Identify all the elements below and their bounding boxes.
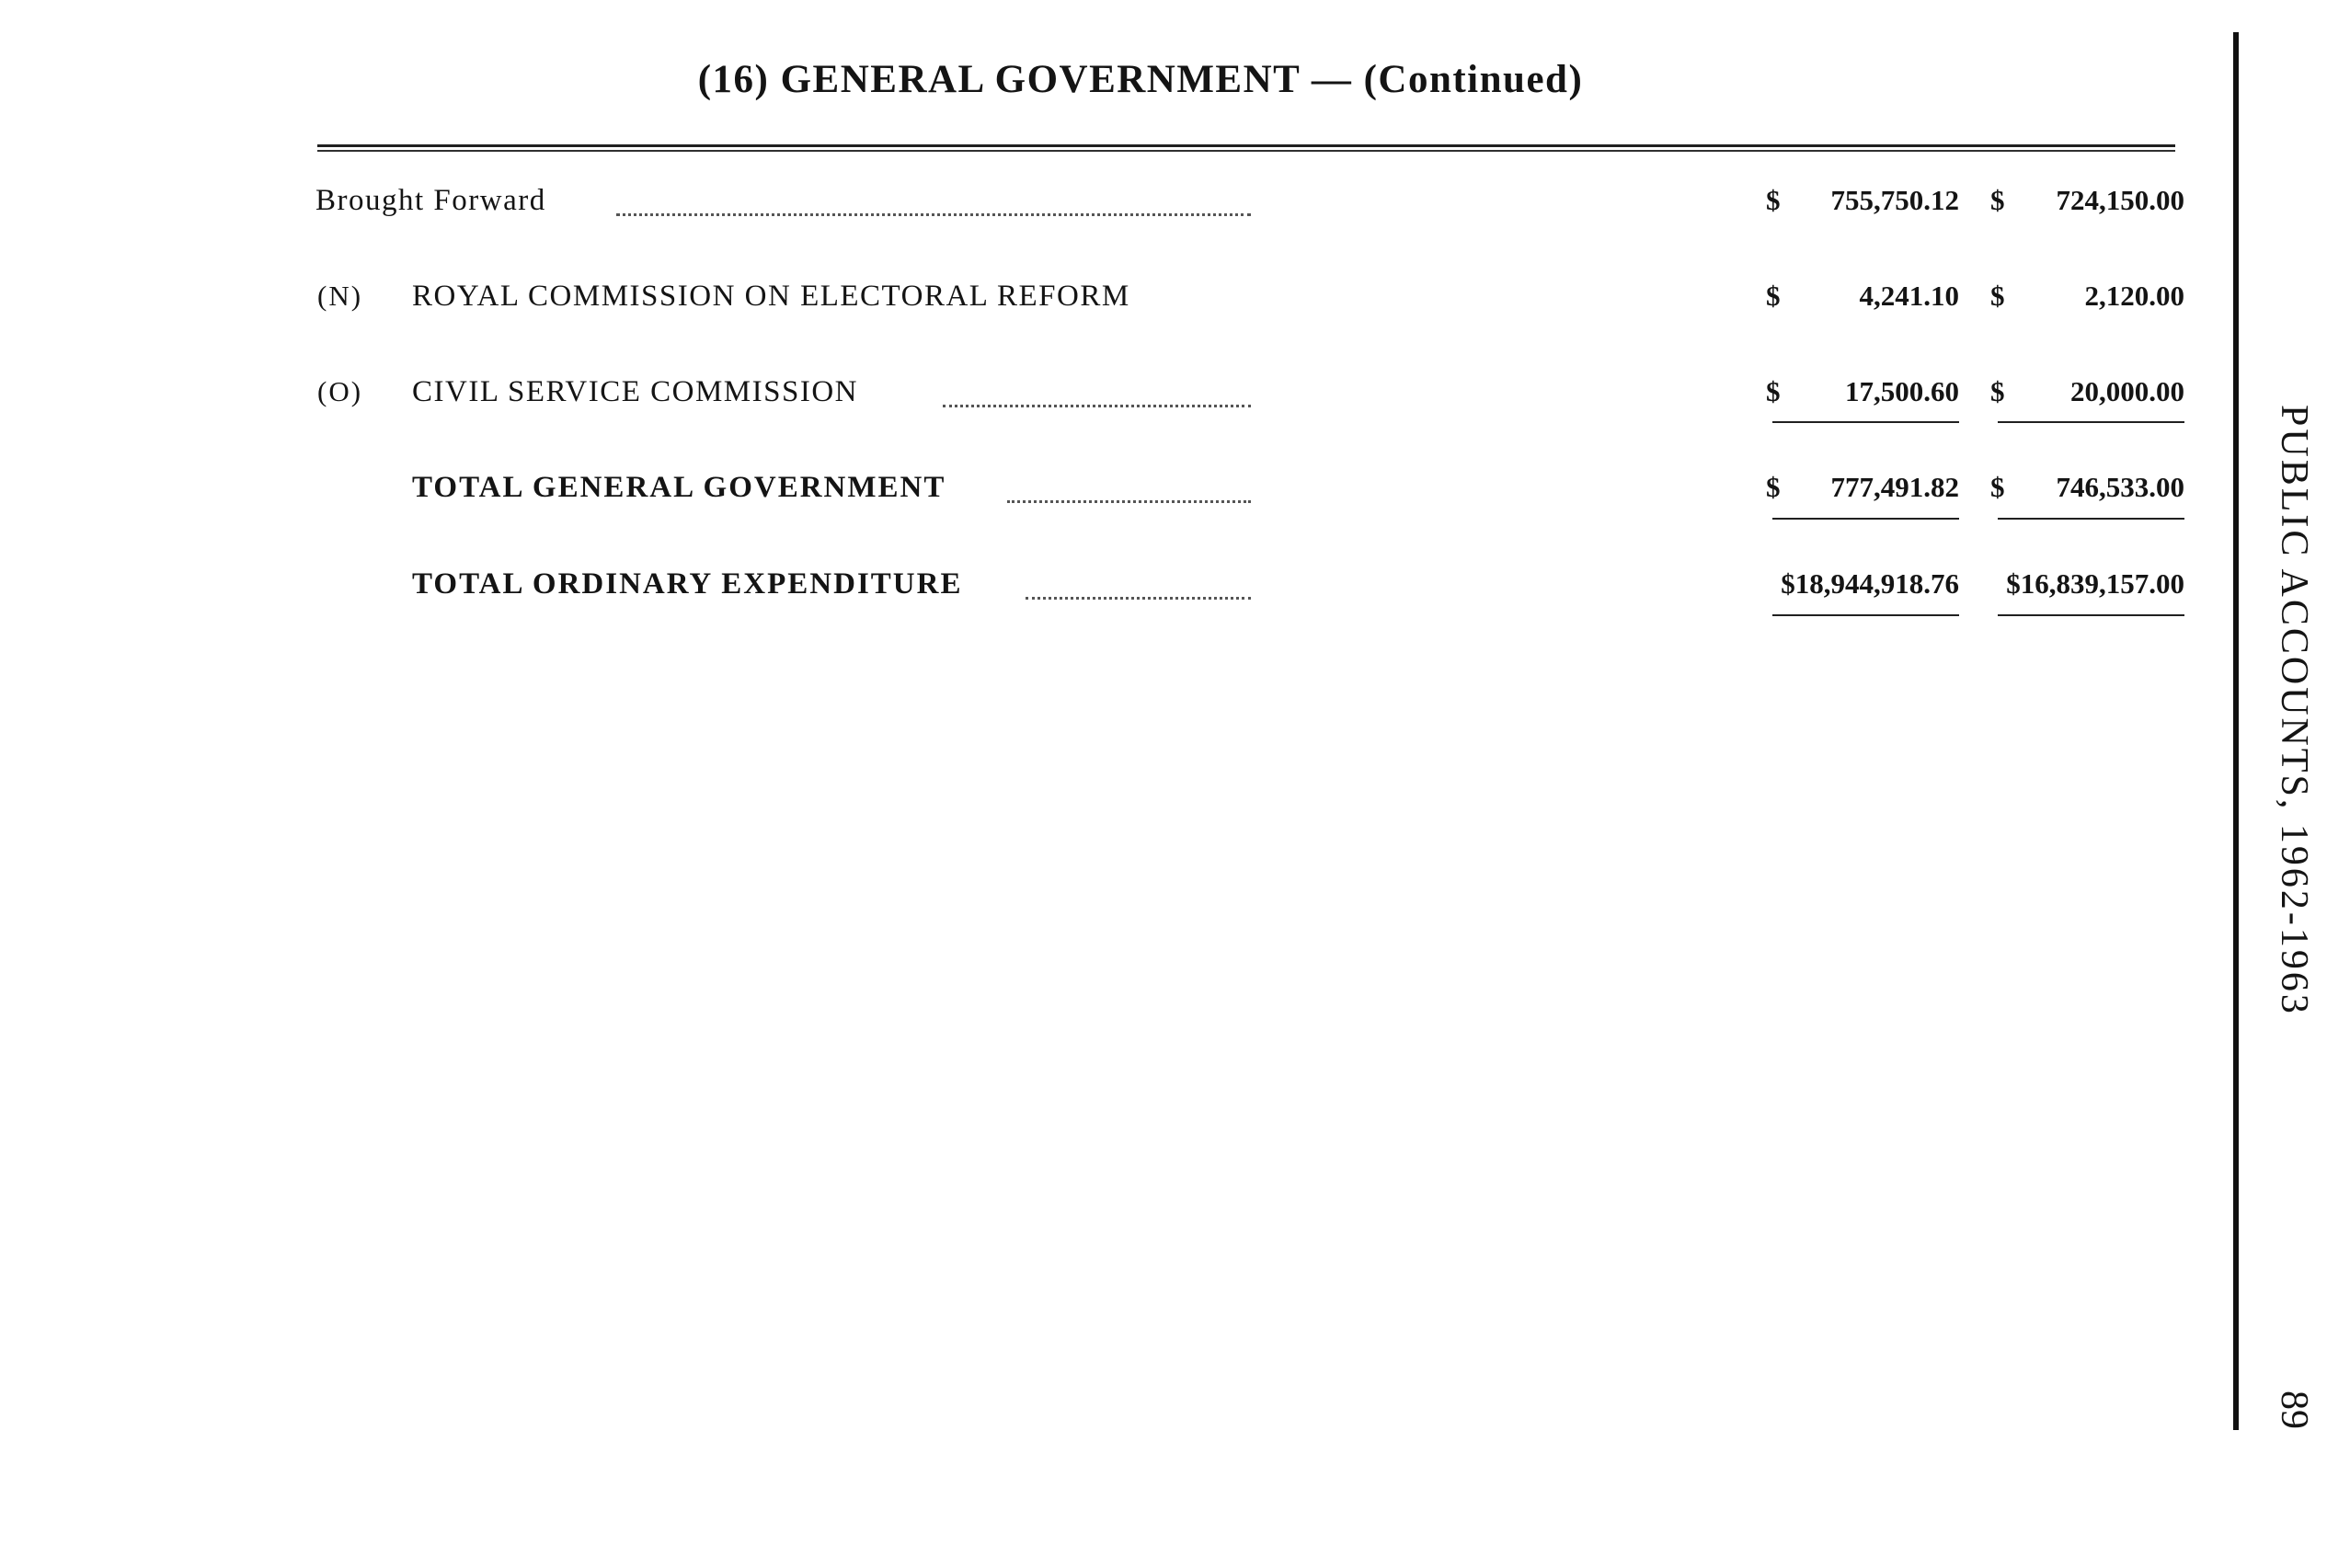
col1-amount: 755,750.12: [1830, 184, 1959, 216]
row-label: TOTAL GENERAL GOVERNMENT: [412, 471, 946, 504]
col1-dollar: $: [1766, 280, 1781, 312]
total-rule-col1: [1772, 518, 1959, 520]
col1-amount: 4,241.10: [1859, 280, 1959, 312]
dot-leader: [1026, 597, 1251, 600]
section-heading: (16) GENERAL GOVERNMENT — (Continued): [697, 58, 1584, 101]
col2-dollar: $: [1990, 184, 2005, 216]
ledger-row-total-general-government: [0, 471, 2207, 517]
grand-total-rule-col2: [1998, 614, 2184, 616]
row-prefix: (N): [317, 280, 363, 312]
row-label: Brought Forward: [315, 184, 546, 217]
ledger-row-royal-commission: [0, 280, 2207, 326]
grand-total-rule-col1: [1772, 614, 1959, 616]
side-running-title: PUBLIC ACCOUNTS, 1962-1963: [2273, 405, 2315, 1016]
col1-dollar: $: [1766, 471, 1781, 503]
dot-leader: [616, 213, 1251, 216]
col2-amount: $16,839,157.00: [2006, 567, 2184, 600]
heading-rule: [317, 144, 2175, 147]
subtotal-rule-col1: [1772, 421, 1959, 423]
col2-amount: 2,120.00: [2084, 280, 2184, 312]
page-number: 89: [2273, 1391, 2315, 1429]
ledger-row-total-ordinary-expenditure: [0, 567, 2207, 613]
col2-amount: 724,150.00: [2056, 184, 2184, 216]
col2-amount: 20,000.00: [2070, 375, 2184, 407]
heading-rule-secondary: [317, 150, 2175, 152]
ledger-row-brought-forward: [0, 184, 2207, 230]
ledger-row-civil-service: [0, 375, 2207, 421]
col1-dollar: $: [1766, 375, 1781, 407]
total-rule-col2: [1998, 518, 2184, 520]
row-label: CIVIL SERVICE COMMISSION: [412, 375, 858, 408]
col1-amount: 17,500.60: [1845, 375, 1959, 407]
dot-leader: [943, 405, 1251, 407]
subtotal-rule-col2: [1998, 421, 2184, 423]
col2-dollar: $: [1990, 471, 2005, 503]
col2-dollar: $: [1990, 280, 2005, 312]
row-label: ROYAL COMMISSION ON ELECTORAL REFORM: [412, 280, 1130, 313]
row-label: TOTAL ORDINARY EXPENDITURE: [412, 567, 963, 601]
col1-amount: $18,944,918.76: [1781, 567, 1959, 600]
col1-dollar: $: [1766, 184, 1781, 216]
row-prefix: (O): [317, 375, 363, 407]
dot-leader: [1007, 500, 1251, 503]
col2-amount: 746,533.00: [2056, 471, 2184, 503]
col1-amount: 777,491.82: [1830, 471, 1959, 503]
col2-dollar: $: [1990, 375, 2005, 407]
margin-vertical-rule: [2233, 32, 2239, 1430]
